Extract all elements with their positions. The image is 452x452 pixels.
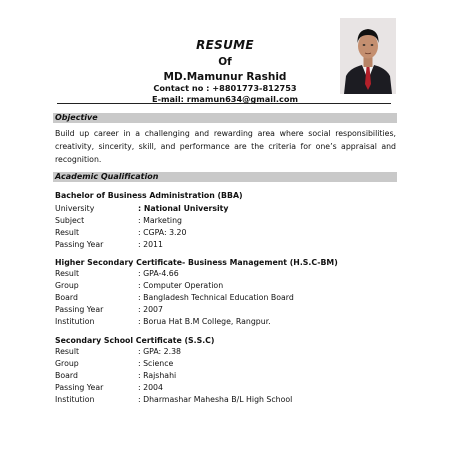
- row-label: Subject: [55, 216, 85, 225]
- profile-photo-icon: [340, 18, 396, 94]
- row-label: University: [55, 204, 95, 213]
- row-value: : Marketing: [138, 216, 182, 225]
- row-value: : Bangladesh Technical Education Board: [138, 293, 294, 302]
- row-value: : National University: [138, 204, 229, 213]
- row-value: : Rajshahi: [138, 371, 177, 380]
- row-label: Group: [55, 359, 79, 368]
- header-divider: [57, 103, 391, 104]
- row-label: Group: [55, 281, 79, 290]
- objective-text: Build up career in a challenging and rewarding area where social responsibilities, creativity, sincerity, skill, and performance are the criteria for one’s appraisal and recognition.: [55, 129, 396, 164]
- row-value: : Computer Operation: [138, 281, 224, 290]
- row-value: : 2004: [138, 383, 163, 392]
- objective-heading: Objective: [53, 113, 397, 123]
- row-label: Result: [55, 228, 80, 237]
- row-label: Board: [55, 293, 78, 302]
- row-label: Result: [55, 269, 80, 278]
- email-address: E-mail: rmamun634@gmail.com: [152, 94, 298, 104]
- row-value: : 2011: [138, 240, 163, 249]
- profile-photo: [340, 18, 396, 94]
- academic-heading: Academic Qualification: [53, 172, 397, 182]
- row-label: Institution: [55, 395, 95, 404]
- row-value: : 2007: [138, 305, 163, 314]
- of-line: Of: [218, 56, 232, 68]
- row-label: Result: [55, 347, 80, 356]
- row-value: : Borua Hat B.M College, Rangpur.: [138, 317, 271, 326]
- candidate-name: MD.Mamunur Rashid: [163, 71, 287, 83]
- resume-title: RESUME: [196, 38, 254, 52]
- row-label: Passing Year: [55, 240, 104, 249]
- row-label: Passing Year: [55, 305, 104, 314]
- row-value: : CGPA: 3.20: [138, 228, 187, 237]
- hsc-title: Higher Secondary Certificate- Business Management (H.S.C-BM): [55, 258, 338, 267]
- row-label: Board: [55, 371, 78, 380]
- row-label: Institution: [55, 317, 95, 326]
- row-value: : Science: [138, 359, 174, 368]
- contact-number: Contact no : +8801773-812753: [153, 83, 297, 93]
- bba-title: Bachelor of Business Administration (BBA): [55, 191, 243, 200]
- row-value: : GPA: 2.38: [138, 347, 182, 356]
- ssc-title: Secondary School Certificate (S.S.C): [55, 336, 215, 345]
- row-label: Passing Year: [55, 383, 104, 392]
- row-value: : Dharmashar Mahesha B/L High School: [138, 395, 293, 404]
- row-value: : GPA-4.66: [138, 269, 179, 278]
